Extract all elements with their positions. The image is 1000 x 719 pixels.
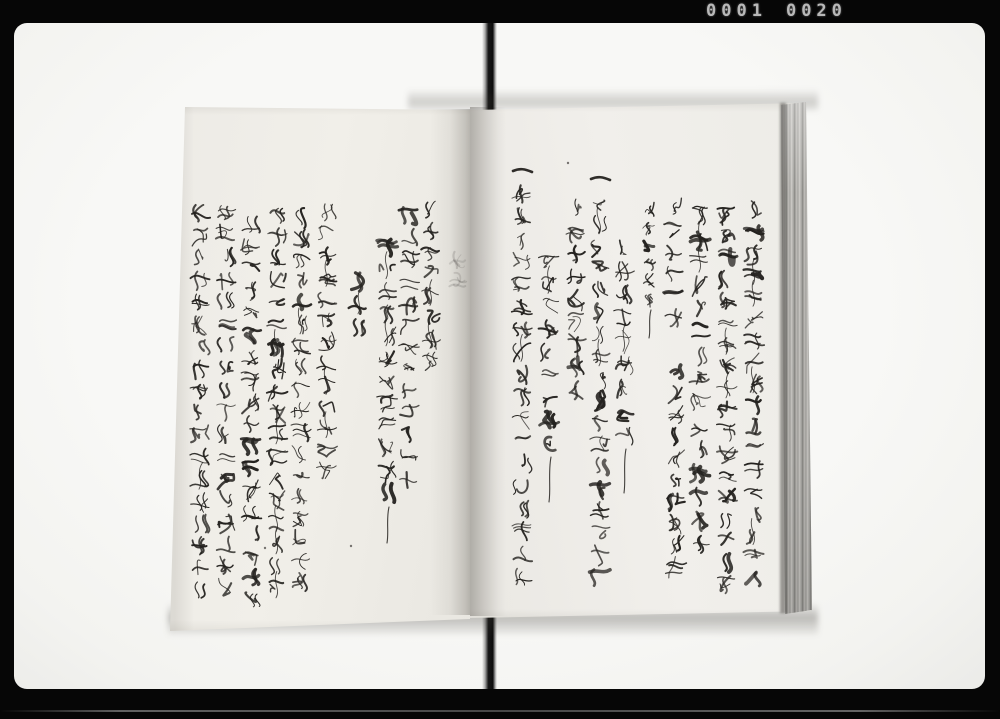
scan-line (0, 710, 1000, 712)
frame-counter-number: 0020 (785, 1, 847, 21)
frame-counter-reel: 0001 (706, 1, 767, 21)
